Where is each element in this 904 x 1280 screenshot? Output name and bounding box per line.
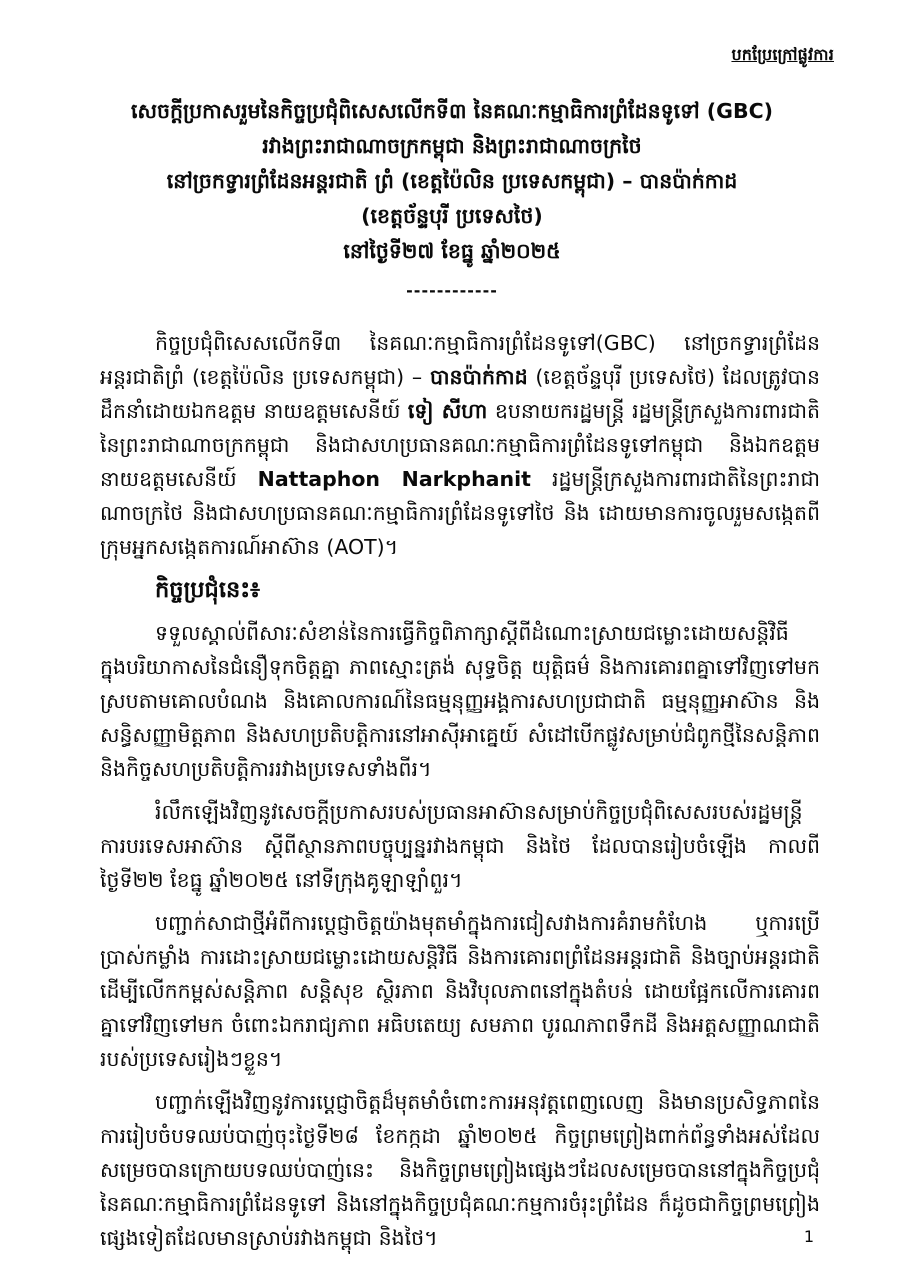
watermark-row [0, 0, 904, 68]
paragraph-4: បញ្ជាក់សាជាថ្មីអំពីការប្តេជ្ញាចិត្តយ៉ាងមុតមាំក្នុងការជៀសវាងការគំរាមកំហែង ឬការប្រើប្រាស់កម្លាំង ការដោះស្រាយជម្លោះដោយសន្តិវិធី និងការគោរពព្រំដែនអន្តរជាតិ និងច្បាប់អន្តរជាតិ ដើម្បីលើកកម្ពស់សន្តិភាព សន្តិសុខ ស្ថិរភាព និងវិបុលភាពនៅក្នុងតំបន់ ដោយផ្អែកលើការគោរពគ្នាទៅវិញទៅមក ចំពោះឯករាជ្យភាព អធិបតេយ្យ សមភាព បូរណភាពទឹកដី និងអត្តសញ្ញាណជាតិរបស់ប្រទេសរៀងៗខ្លួន។ [100, 911, 820, 1071]
title-line-4: (ខេត្តច័ន្ទបុរី ប្រទេសថៃ) [361, 204, 543, 228]
title-line-3: នៅច្រកទ្វារព្រំដែនអន្តរជាតិ ព្រំ (ខេត្តប៉ៃលិន ប្រទេសកម្ពុជា) – បានប៉ាក់កាដ [166, 169, 738, 193]
border-gate-name-bold: បានប៉ាក់កាដ [429, 365, 528, 389]
title-line-1: សេចក្តីប្រកាសរួមនៃកិច្ចប្រជុំពិសេសលើកទី៣ នៃគណៈកម្មាធិការព្រំដែនទូទៅ (GBC) [130, 99, 774, 123]
section-heading: កិច្ចប្រជុំនេះ៖ [155, 577, 261, 603]
cambodian-minister-name-bold: ទៀ សីហា [407, 399, 488, 423]
title-line-5: នៅថ្ងៃទី២៧ ខែធ្នូ ឆ្នាំ២០២៥ [343, 239, 561, 263]
paragraph-1-text: ឧបនាយករដ្ឋមន្ត្រី រដ្ឋមន្ត្រីក្រសួងការពារជាតិនៃព្រះរាជាណាចក្រកម្ពុជា និងជាសហប្រធានគណៈកម្មាធិការព្រំដែនទូទៅកម្ពុជា និងឯកឧត្តម នាយឧត្តមសេនីយ៍ [100, 399, 820, 491]
paragraph-1 [100, 326, 820, 564]
paragraph-2: ទទួលស្គាល់ពីសារៈសំខាន់នៃការធ្វើកិច្ចពិភាក្សាស្តីពីដំណោះស្រាយជម្លោះដោយសន្តិវិធី ក្នុងបរិយាកាសនៃជំនឿទុកចិត្តគ្នា ភាពស្មោះត្រង់ សុទ្ធចិត្ត យុត្តិធម៌ និងការគោរពគ្នាទៅវិញទៅមក ស្របតាមគោលបំណង និងគោលការណ៍នៃធម្មនុញ្ញអង្គការសហប្រជាជាតិ ធម្មនុញ្ញអាស៊ាន និងសន្ធិសញ្ញាមិត្តភាព និងសហប្រតិបត្តិការនៅអាស៊ីអាគ្នេយ៍ សំដៅបើកផ្លូវសម្រាប់ជំពូកថ្មីនៃសន្តិភាព និងកិច្ចសហប្រតិបត្តិការរវាងប្រទេសទាំងពីរ។ [100, 621, 820, 781]
document-body [100, 326, 820, 1255]
page-number: 1 [803, 1227, 814, 1246]
paragraph-1-text: រដ្ឋមន្ត្រីក្រសួងការពារជាតិនៃព្រះរាជាណាចក្រថៃ និងជាសហប្រធានគណៈកម្មាធិការព្រំដែនទូទៅថៃ និង ដោយមានការចូលរួមសង្កេតពីក្រុមអ្នកសង្កេតការណ៍អាស៊ាន (AOT)។ [100, 467, 820, 559]
title-separator: ------------ [406, 281, 498, 300]
unofficial-translation-label: បកប្រែក្រៅផ្លូវការ [731, 45, 834, 64]
paragraph-1-text: (ខេត្តច័ន្ទបុរី ប្រទេសថៃ) ដែលត្រូវបានដឹកនាំដោយឯកឧត្តម នាយឧត្តមសេនីយ៍ [100, 365, 820, 423]
document-title [0, 94, 904, 269]
paragraph-5: បញ្ជាក់ឡើងវិញនូវការប្តេជ្ញាចិត្តដ៏មុតមាំចំពោះការអនុវត្តពេញលេញ និងមានប្រសិទ្ធភាពនៃការរៀបចំបទឈប់បាញ់ចុះថ្ងៃទី២៨ ខែកក្កដា ឆ្នាំ២០២៥ កិច្ចព្រមព្រៀងពាក់ព័ន្ធទាំងអស់ដែលសម្រេចបានក្រោយបទឈប់បាញ់នេះ និងកិច្ចព្រមព្រៀងផ្សេងៗដែលសម្រេចបាននៅក្នុងកិច្ចប្រជុំនៃគណៈកម្មាធិការព្រំដែនទូទៅ និងនៅក្នុងកិច្ចប្រជុំគណៈកម្មការចំរុះព្រំដែន ក៏ដូចជាកិច្ចព្រមព្រៀងផ្សេងទៀតដែលមានស្រាប់រវាងកម្ពុជា និងថៃ។ [100, 1090, 820, 1250]
title-line-2: រវាងព្រះរាជាណាចក្រកម្ពុជា និងព្រះរាជាណាចក្រថៃ [262, 134, 642, 158]
paragraph-1-text: កិច្ចប្រជុំពិសេសលើកទី៣ នៃគណៈកម្មាធិការព្រំដែនទូទៅ(GBC) នៅច្រកទ្វារព្រំដែនអន្តរជាតិព្រំ (ខេត្តប៉ៃលិន ប្រទេសកម្ពុជា) – [100, 331, 820, 389]
paragraph-3: រំលឹកឡើងវិញនូវសេចក្តីប្រកាសរបស់ប្រធានអាស៊ានសម្រាប់កិច្ចប្រជុំពិសេសរបស់រដ្ឋមន្ត្រីការបរទេសអាស៊ាន ស្តីពីស្ថានភាពបច្ចុប្បន្នរវាងកម្ពុជា និងថៃ ដែលបានរៀបចំឡើង កាលពីថ្ងៃទី២២ ខែធ្នូ ឆ្នាំ២០២៥ នៅទីក្រុងគូឡាឡាំពួរ។ [100, 800, 820, 892]
thai-minister-name-bold: Nattaphon Narkphanit [257, 467, 531, 491]
